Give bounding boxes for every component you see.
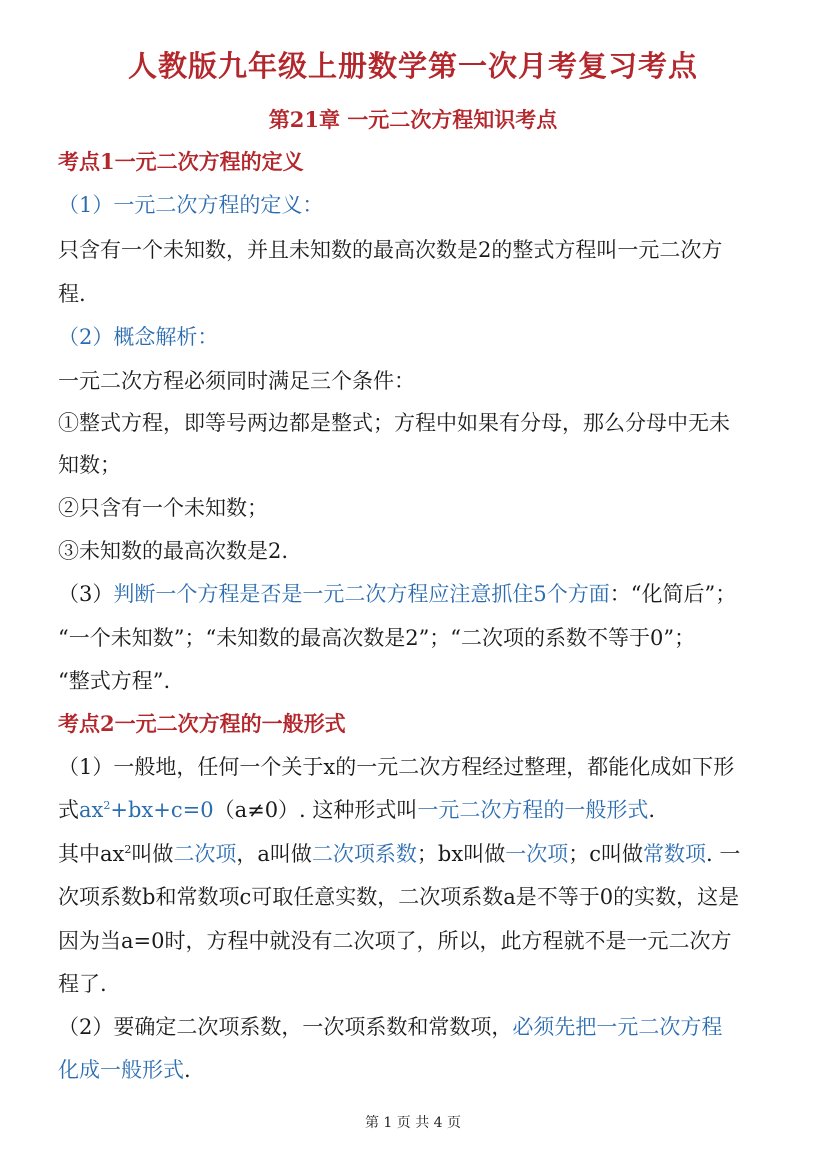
kp2-text: ；c叫做 <box>568 842 643 866</box>
kp1-condition3: ③未知数的最高次数是2. <box>58 539 289 563</box>
kp1-section2-label: （2）概念解析： <box>58 325 219 349</box>
kp2-text: ；bx叫做 <box>416 842 506 866</box>
chapter-heading: 第21章 一元二次方程知识考点 <box>268 107 558 132</box>
exponent: 2 <box>124 843 132 856</box>
kp2-para2-line2: 次项系数b和常数项c可取任意实数，二次项系数a是不等于0的实数，这是 <box>58 885 740 909</box>
kp2-text: （a≠0）. 这种形式叫 <box>213 798 418 822</box>
kp2-text: 其中ax <box>58 842 125 866</box>
kp1-definition-line2: 程. <box>58 282 86 306</box>
kp2-highlight: 必须先把一元二次方程 <box>512 1015 723 1039</box>
kp2-text: 式 <box>58 798 79 822</box>
general-form-term: 一元二次方程的一般形式 <box>417 798 649 822</box>
kp1-section3-rest: ：“化简后”； <box>609 582 737 606</box>
kp2-highlight: 化成一般形式 <box>58 1058 184 1082</box>
document-title: 人教版九年级上册数学第一次月考复习考点 <box>127 49 698 83</box>
kp1-definition-line1: 只含有一个未知数，并且未知数的最高次数是2的整式方程叫一元二次方 <box>58 238 723 262</box>
kp1-section3-line3: “整式方程”. <box>58 669 171 693</box>
kp2-text: . 一 <box>705 842 741 866</box>
kp1-condition2: ②只含有一个未知数； <box>58 496 268 520</box>
kp2-para2-line3: 因为当a=0时，方程中就没有二次项了，所以，此方程就不是一元二次方 <box>58 929 732 953</box>
formula-part: ax <box>79 798 104 822</box>
kp2-para1-line2 <box>58 795 770 825</box>
kp1-condition1-line2: 知数； <box>58 453 121 477</box>
kp1-section1-label: （1）一元二次方程的定义： <box>58 193 324 217</box>
kp2-text: ，a叫做 <box>236 842 312 866</box>
kp2-para3-line2 <box>58 1055 770 1085</box>
kp2-para2-line1 <box>58 839 770 869</box>
kp2-para1-line1: （1）一般地，任何一个关于x的一元二次方程经过整理，都能化成如下形 <box>58 755 735 779</box>
term-quadratic: 二次项 <box>173 842 237 866</box>
kp1-heading: 考点1一元二次方程的定义 <box>58 149 304 174</box>
kp1-conditions-intro: 一元二次方程必须同时满足三个条件： <box>58 369 415 393</box>
kp1-condition1-line1: ①整式方程，即等号两边都是整式；方程中如果有分母，那么分母中无未 <box>58 411 730 435</box>
kp1-section3-highlight: 判断一个方程是否是一元二次方程应注意抓住5个方面 <box>113 582 610 606</box>
kp2-text: 叫做 <box>131 842 174 866</box>
general-form-formula <box>79 798 214 822</box>
kp1-section3-line1 <box>58 579 770 609</box>
kp1-section3-prefix: （3） <box>58 582 114 606</box>
kp1-section3-line2: “一个未知数”；“未知数的最高次数是2”；“二次项的系数不等于0”； <box>58 626 696 650</box>
kp2-text: . <box>184 1058 191 1082</box>
term-constant: 常数项 <box>642 842 706 866</box>
kp2-para2-line4: 程了. <box>58 972 107 996</box>
kp2-text: （2）要确定二次项系数，一次项系数和常数项， <box>58 1015 513 1039</box>
formula-exponent: 2 <box>103 799 111 812</box>
kp2-heading: 考点2一元二次方程的一般形式 <box>58 711 346 736</box>
term-linear: 一次项 <box>505 842 569 866</box>
kp2-para3-line1 <box>58 1012 770 1042</box>
page-footer: 第 1 页 共 4 页 <box>364 1115 462 1131</box>
kp2-text: . <box>648 798 656 822</box>
formula-part: +bx+c=0 <box>110 798 214 822</box>
term-quadratic-coefficient: 二次项系数 <box>311 842 417 866</box>
